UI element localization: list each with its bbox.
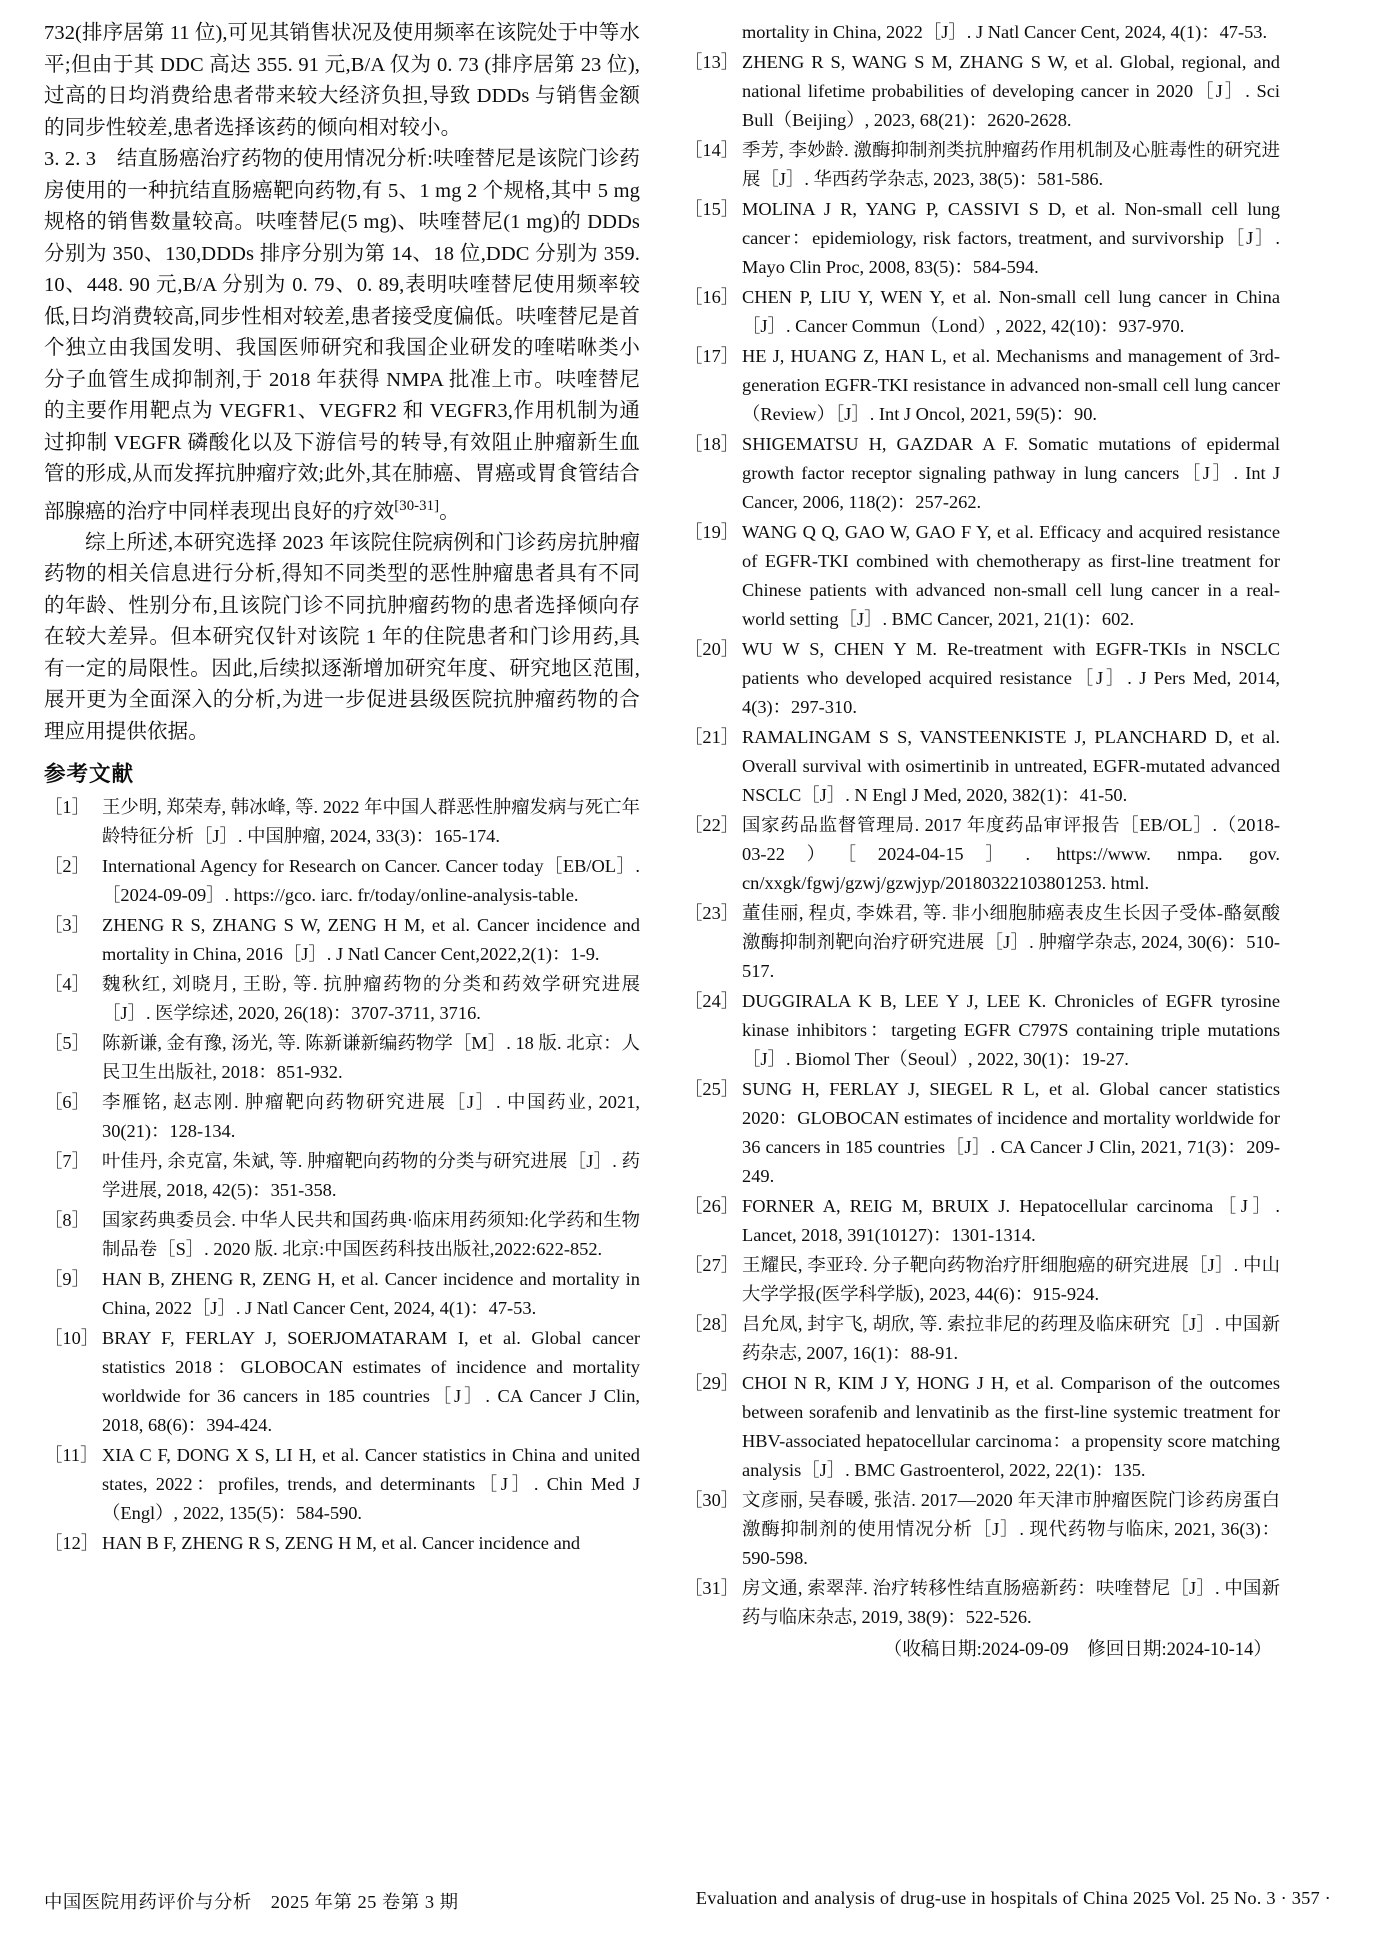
reference-text: ZHENG R S, WANG S M, ZHANG S W, et al. Global, regional, and national lifetime probabilities of developing cancer in 2020［J］. Sci Bull（Beijing）, 2023, 68(21)：2620-2628. — [742, 52, 1280, 130]
reference-text: 国家药典委员会. 中华人民共和国药典·临床用药须知:化学药和生物制品卷［S］. 2020 版. 北京:中国医药科技出版社,2022:622-852. — [102, 1210, 640, 1260]
two-column-layout — [44, 18, 1331, 1853]
reference-number: ［18］ — [684, 434, 740, 454]
footer-journal-en: Evaluation and analysis of drug-use in hospitals of China 2025 Vol. 25 No. 3 · 357 · — [695, 1888, 1331, 1908]
reference-list-left — [44, 793, 640, 1558]
reference-number: ［10］ — [44, 1328, 100, 1349]
reference-number: ［23］ — [684, 903, 740, 923]
reference-number: ［16］ — [684, 287, 740, 307]
reference-number: ［2］ — [44, 856, 90, 877]
reference-number: ［13］ — [684, 52, 740, 72]
reference-number: ［3］ — [44, 915, 90, 936]
reference-item — [684, 987, 1280, 1074]
reference-number: ［30］ — [684, 1490, 740, 1510]
reference-item — [684, 1486, 1280, 1573]
reference-text: 王耀民, 李亚玲. 分子靶向药物治疗肝细胞癌的研究进展［J］. 中山大学学报(医学科学版), 2023, 44(6)：915-924. — [742, 1255, 1280, 1304]
reference-number: ［12］ — [44, 1533, 100, 1554]
reference-text: DUGGIRALA K B, LEE Y J, LEE K. Chronicles of EGFR tyrosine kinase inhibitors：targeting EGFR C797S containing triple mutations［J］. Biomol Ther（Seoul）, 2022, 30(1)：19-27. — [742, 991, 1280, 1069]
reference-item — [44, 1029, 640, 1087]
reference-item — [684, 283, 1280, 341]
reference-item — [684, 1310, 1280, 1368]
right-column — [684, 18, 1280, 1853]
reference-item — [684, 195, 1280, 282]
reference-item — [44, 1441, 640, 1528]
reference-item — [684, 1574, 1280, 1632]
reference-item — [684, 136, 1280, 194]
reference-item — [684, 723, 1280, 810]
reference-number: ［14］ — [684, 140, 740, 160]
reference-number: ［4］ — [44, 974, 90, 995]
reference-number: ［11］ — [44, 1445, 99, 1466]
reference-number: ［27］ — [684, 1255, 740, 1275]
reference-text: 国家药品监督管理局. 2017 年度药品审评报告［EB/OL］.（2018-03-22）［2024-04-15］. https://www. nmpa. gov. cn/xxgk/fgwj/gzwj/gzwjyp/20180322103801253. html. — [742, 815, 1280, 893]
reference-text: CHOI N R, KIM J Y, HONG J H, et al. Comparison of the outcomes between sorafenib and lenvatinib as the first-line systemic treatment for HBV-associated hepatocellular carcinoma：a propensity score matching analysis［J］. BMC Gastroenterol, 2022, 22(1)：135. — [742, 1373, 1280, 1480]
reference-item — [684, 48, 1280, 135]
reference-item — [684, 635, 1280, 722]
section-3-2-3 — [44, 144, 640, 528]
reference-number: ［19］ — [684, 522, 740, 542]
reference-text: HAN B, ZHENG R, ZENG H, et al. Cancer incidence and mortality in China, 2022［J］. J Natl Cancer Cent, 2024, 4(1)：47-53. — [102, 1269, 640, 1319]
reference-text: HAN B F, ZHENG R S, ZENG H M, et al. Cancer incidence and — [102, 1533, 581, 1554]
reference-item — [684, 1075, 1280, 1191]
section-3-2-3-punct: 。 — [439, 500, 460, 523]
paragraph-continuation: 732(排序居第 11 位),可见其销售状况及使用频率在该院处于中等水平;但由于其 DDC 高达 355. 91 元,B/A 仅为 0. 73 (排序居第 23 位),过高的日均消费给患者带来较大经济负担,导致 DDDs 与销售金额的同步性较差,患者选择该药的倾向相对较小。 — [44, 22, 640, 139]
reference-number: ［25］ — [684, 1079, 740, 1099]
reference-number: ［20］ — [684, 639, 740, 659]
reference-item — [684, 1369, 1280, 1485]
reference-number: ［29］ — [684, 1373, 740, 1393]
reference-text: 李雁铭, 赵志刚. 肿瘤靶向药物研究进展［J］. 中国药业, 2021, 30(21)：128-134. — [102, 1092, 640, 1142]
reference-text: 陈新谦, 金有豫, 汤光, 等. 陈新谦新编药物学［M］. 18 版. 北京：人民卫生出版社, 2018：851-932. — [102, 1033, 640, 1083]
reference-number: ［1］ — [44, 797, 90, 818]
reference-text: 董佳丽, 程贞, 李姝君, 等. 非小细胞肺癌表皮生长因子受体-酪氨酸激酶抑制剂靶向治疗研究进展［J］. 肿瘤学杂志, 2024, 30(6)：510-517. — [742, 903, 1280, 981]
reference-item — [684, 899, 1280, 986]
reference-text: FORNER A, REIG M, BRUIX J. Hepatocellular carcinoma［J］. Lancet, 2018, 391(10127)：1301-1314. — [742, 1196, 1280, 1245]
reference-text: 文彦丽, 吴春暖, 张洁. 2017—2020 年天津市肿瘤医院门诊药房蛋白激酶抑制剂的使用情况分析［J］. 现代药物与临床, 2021, 36(3)：590-598. — [742, 1490, 1280, 1568]
reference-text: CHEN P, LIU Y, WEN Y, et al. Non-small cell lung cancer in China［J］. Cancer Commun（Lond）, 2022, 42(10)：937-970. — [742, 287, 1280, 336]
reference-number: ［24］ — [684, 991, 740, 1011]
reference-number: ［8］ — [44, 1210, 90, 1231]
received-revised-dates: （收稿日期:2024-09-09 修回日期:2024-10-14） — [883, 1639, 1272, 1660]
reference-text: 魏秋红, 刘晓月, 王盼, 等. 抗肿瘤药物的分类和药效学研究进展［J］. 医学综述, 2020, 26(18)：3707-3711, 3716. — [102, 974, 640, 1024]
reference-text: International Agency for Research on Cancer. Cancer today［EB/OL］.［2024-09-09］. https://gco. iarc. fr/today/online-analysis-table. — [102, 856, 640, 906]
reference-item — [44, 1265, 640, 1323]
reference-text: XIA C F, DONG X S, LI H, et al. Cancer statistics in China and united states, 2022：profiles, trends, and determinants［J］. Chin Med J（Engl）, 2022, 135(5)：584-590. — [102, 1445, 640, 1524]
reference-item — [684, 1251, 1280, 1309]
reference-item — [44, 1088, 640, 1146]
reference-text: RAMALINGAM S S, VANSTEENKISTE J, PLANCHARD D, et al. Overall survival with osimertinib in untreated, EGFR-mutated advanced NSCLC［J］. N Engl J Med, 2020, 382(1)：41-50. — [742, 727, 1280, 805]
reference-item — [684, 811, 1280, 898]
reference-text: HE J, HUANG Z, HAN L, et al. Mechanisms and management of 3rd-generation EGFR-TKI resistance in advanced non-small cell lung cancer（Review）［J］. Int J Oncol, 2021, 59(5)：90. — [742, 346, 1280, 424]
reference-number: ［31］ — [684, 1578, 740, 1598]
reference-text: 吕允凤, 封宇飞, 胡欣, 等. 索拉非尼的药理及临床研究［J］. 中国新药杂志, 2007, 16(1)：88-91. — [742, 1314, 1280, 1363]
references-heading: 参考文献 — [44, 762, 135, 788]
reference-item — [44, 793, 640, 851]
reference-item-continued — [684, 18, 1280, 47]
reference-item — [684, 430, 1280, 517]
reference-text: SHIGEMATSU H, GAZDAR A F. Somatic mutations of epidermal growth factor receptor signaling pathway in lung cancers［J］. Int J Cancer, 2006, 118(2)：257-262. — [742, 434, 1280, 512]
reference-item — [44, 1147, 640, 1205]
reference-number: ［15］ — [684, 199, 740, 219]
reference-number: ［21］ — [684, 727, 740, 747]
reference-item — [44, 852, 640, 910]
reference-number: ［26］ — [684, 1196, 740, 1216]
reference-text: 房文通, 索翠萍. 治疗转移性结直肠癌新药：呋喹替尼［J］. 中国新药与临床杂志, 2019, 38(9)：522-526. — [742, 1578, 1280, 1627]
reference-number: ［7］ — [44, 1151, 90, 1172]
reference-text: 季芳, 李妙龄. 激酶抑制剂类抗肿瘤药作用机制及心脏毒性的研究进展［J］. 华西药学杂志, 2023, 38(5)：581-586. — [742, 140, 1280, 189]
page-footer — [44, 1888, 1331, 1914]
reference-text: WANG Q Q, GAO W, GAO F Y, et al. Efficacy and acquired resistance of EGFR-TKI combined with chemotherapy as first-line treatment for Chinese patients with advanced non-small cell lung cancer in a real-world setting［J］. BMC Cancer, 2021, 21(1)：602. — [742, 522, 1280, 629]
reference-item — [44, 970, 640, 1028]
reference-item — [44, 1324, 640, 1440]
reference-text: 叶佳丹, 余克富, 朱斌, 等. 肿瘤靶向药物的分类与研究进展［J］. 药学进展, 2018, 42(5)：351-358. — [102, 1151, 640, 1201]
left-column — [44, 18, 640, 1853]
reference-item — [44, 911, 640, 969]
citation-superscript: [30-31] — [394, 497, 440, 514]
conclusion-paragraph: 综上所述,本研究选择 2023 年该院住院病例和门诊药房抗肿瘤药物的相关信息进行分析,得知不同类型的恶性肿瘤患者具有不同的年龄、性别分布,且该院门诊不同抗肿瘤药物的患者选择倾向存在较大差异。但本研究仅针对该院 1 年的住院患者和门诊用药,具有一定的局限性。因此,后续拟逐渐增加研究年度、研究地区范围,展开更为全面深入的分析,为进一步促进县级医院抗肿瘤药物的合理应用提供依据。 — [44, 531, 640, 743]
reference-item — [684, 518, 1280, 634]
section-3-2-3-text: 3. 2. 3 结直肠癌治疗药物的使用情况分析:呋喹替尼是该院门诊药房使用的一种抗结直肠癌靶向药物,有 5、1 mg 2 个规格,其中 5 mg 规格的销售数量较高。呋喹替尼(5 mg)、呋喹替尼(1 mg)的 DDDs 分别为 350、130,DDDs 排序分别为第 14、18 位,DDC 分别为 359. 10、448. 90 元,B/A 分别为 0. 79、0. 89,表明呋喹替尼使用频率较低,日均消费较高,同步性相对较差,患者接受度偏低。呋喹替尼是首个独立由我国发明、我国医师研究和我国企业研发的喹喏咻类小分子血管生成抑制剂,于 2018 年获得 NMPA 批准上市。呋喹替尼的主要作用靶点为 VEGFR1、VEGFR2 和 VEGFR3,作用机制为通过抑制 VEGFR 磷酸化以及下游信号的转导,有效阻止肿瘤新生血管的形成,从而发挥抗肿瘤疗效;此外,其在肺癌、胃癌或胃食管结合部腺癌的治疗中同样表现出良好的疗效 — [44, 148, 640, 523]
reference-text: WU W S, CHEN Y M. Re-treatment with EGFR-TKIs in NSCLC patients who developed acquired resistance［J］. J Pers Med, 2014, 4(3)：297-310. — [742, 639, 1280, 717]
reference-number-empty — [684, 18, 742, 47]
reference-text: mortality in China, 2022［J］. J Natl Cancer Cent, 2024, 4(1)：47-53. — [742, 22, 1268, 42]
reference-item — [44, 1529, 640, 1558]
reference-list-right — [684, 18, 1280, 1632]
reference-text: BRAY F, FERLAY J, SOERJOMATARAM I, et al. Global cancer statistics 2018：GLOBOCAN estimates of incidence and mortality worldwide for 36 cancers in 185 countries［J］. CA Cancer J Clin, 2018, 68(6)：394-424. — [102, 1328, 640, 1436]
reference-item — [44, 1206, 640, 1264]
footer-journal-zh: 中国医院用药评价与分析 2025 年第 25 卷第 3 期 — [44, 1892, 459, 1912]
reference-number: ［17］ — [684, 346, 740, 366]
reference-number: ［22］ — [684, 815, 740, 835]
reference-number: ［5］ — [44, 1033, 90, 1054]
reference-number: ［9］ — [44, 1269, 90, 1290]
reference-item — [684, 342, 1280, 429]
reference-text: ZHENG R S, ZHANG S W, ZENG H M, et al. Cancer incidence and mortality in China, 2016［J］. J Natl Cancer Cent,2022,2(1)：1-9. — [102, 915, 640, 965]
reference-text: MOLINA J R, YANG P, CASSIVI S D, et al. Non-small cell lung cancer：epidemiology, risk factors, treatment, and survivorship［J］. Mayo Clin Proc, 2008, 83(5)：584-594. — [742, 199, 1280, 277]
reference-item — [684, 1192, 1280, 1250]
reference-text: SUNG H, FERLAY J, SIEGEL R L, et al. Global cancer statistics 2020：GLOBOCAN estimates of incidence and mortality worldwide for 36 cancers in 185 countries［J］. CA Cancer J Clin, 2021, 71(3)：209-249. — [742, 1079, 1280, 1186]
reference-number: ［6］ — [44, 1092, 90, 1113]
reference-text: 王少明, 郑荣寿, 韩冰峰, 等. 2022 年中国人群恶性肿瘤发病与死亡年龄特征分析［J］. 中国肿瘤, 2024, 33(3)：165-174. — [102, 797, 640, 847]
reference-number: ［28］ — [684, 1314, 740, 1334]
